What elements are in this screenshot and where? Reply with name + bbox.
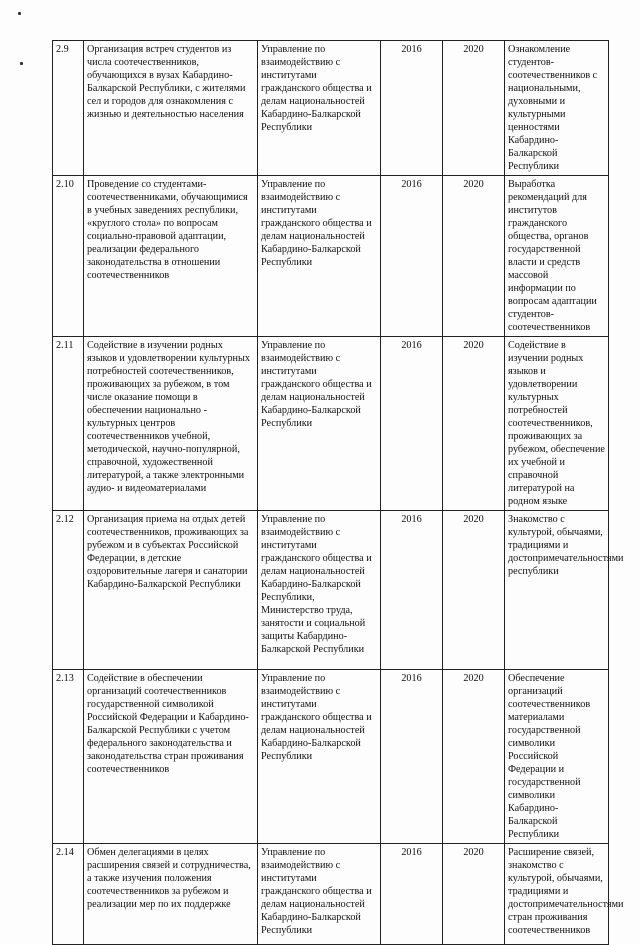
activity-cell: Проведение со студентами-соотечественниками, обучающимися в учебных заведениях республики, «круглого стола» по вопросам социально-правовой адаптации, реализации федерального законодательства в отношении соотечественников (84, 176, 258, 337)
activity-cell: Организация приема на отдых детей соотечественников, проживающих за рубежом и в субъектах Российской Федерации, в детские оздоровительные лагеря и санатории Кабардино-Балкарской Республики (84, 511, 258, 670)
program-table (52, 40, 624, 945)
scan-speck (18, 12, 21, 15)
table-row (53, 176, 609, 337)
start-year-cell: 2016 (381, 844, 443, 945)
activity-cell: Содействие в обеспечении организаций соотечественников государственной символикой Российской Федерации и Кабардино-Балкарской Республики с учетом федерального законодательства и законодательства стран проживания соотечественников (84, 670, 258, 844)
end-year-cell: 2020 (443, 41, 505, 176)
end-year-cell: 2020 (443, 176, 505, 337)
executor-cell: Управление по взаимодействию с институтами гражданского общества и делам национальностей Кабардино-Балкарской Республики (258, 41, 381, 176)
executor-cell: Управление по взаимодействию с институтами гражданского общества и делам национальностей Кабардино-Балкарской Республики (258, 670, 381, 844)
activity-cell: Содействие в изучении родных языков и удовлетворении культурных потребностей соотечественников, проживающих за рубежом, в том числе оказание помощи в обеспечении национально - культурных центров соотечественников учебной, методической, научно-популярной, справочной, художественной литературой, а также электронными аудио- и видеоматериалами (84, 337, 258, 511)
scan-speck (20, 62, 23, 65)
start-year-cell: 2016 (381, 670, 443, 844)
result-cell: Расширение связей, знакомство с культурой, обычаями, традициями и достопримечательностями стран проживания соотечественников (505, 844, 609, 945)
result-cell: Обеспечение организаций соотечественников материалами государственной символики Российской Федерации и государственной символики Кабардино-Балкарской Республики (505, 670, 609, 844)
result-cell: Содействие в изучении родных языков и удовлетворении культурных потребностей соотечественников, проживающих за рубежом, обеспечение их учебной и справочной литературой на родном языке (505, 337, 609, 511)
table-row (53, 511, 609, 670)
executor-cell: Управление по взаимодействию с институтами гражданского общества и делам национальностей Кабардино-Балкарской Республики (258, 176, 381, 337)
result-cell: Ознакомление студентов-соотечественников с национальными, духовными и культурными ценностями Кабардино-Балкарской Республики (505, 41, 609, 176)
row-number: 2.12 (53, 511, 84, 670)
start-year-cell: 2016 (381, 41, 443, 176)
table-row (53, 41, 609, 176)
executor-cell: Управление по взаимодействию с институтами гражданского общества и делам национальностей Кабардино-Балкарской Республики (258, 844, 381, 945)
start-year-cell: 2016 (381, 511, 443, 670)
executor-cell: Управление по взаимодействию с институтами гражданского общества и делам национальностей Кабардино-Балкарской Республики, Министерство труда, занятости и социальной защиты Кабардино-Балкарской Республики (258, 511, 381, 670)
activity-cell: Организация встреч студентов из числа соотечественников, обучающихся в вузах Кабардино-Балкарской Республики, с жителями сел и городов для ознакомления с жизнью и деятельностью населения (84, 41, 258, 176)
row-number: 2.9 (53, 41, 84, 176)
end-year-cell: 2020 (443, 670, 505, 844)
start-year-cell: 2016 (381, 337, 443, 511)
executor-cell: Управление по взаимодействию с институтами гражданского общества и делам национальностей Кабардино-Балкарской Республики (258, 337, 381, 511)
row-number: 2.13 (53, 670, 84, 844)
row-number: 2.10 (53, 176, 84, 337)
row-number: 2.11 (53, 337, 84, 511)
table-row (53, 337, 609, 511)
row-number: 2.14 (53, 844, 84, 945)
table-row (53, 670, 609, 844)
end-year-cell: 2020 (443, 511, 505, 670)
start-year-cell: 2016 (381, 176, 443, 337)
result-cell: Выработка рекомендаций для институтов гражданского общества, органов государственной власти и средств массовой информации по вопросам адаптации студентов-соотечественников (505, 176, 609, 337)
activity-cell: Обмен делегациями в целях расширения связей и сотрудничества, а также изучения положения соотечественников за рубежом и реализации мер по их поддержке (84, 844, 258, 945)
end-year-cell: 2020 (443, 844, 505, 945)
end-year-cell: 2020 (443, 337, 505, 511)
table-row (53, 844, 609, 945)
result-cell: Знакомство с культурой, обычаями, традициями и достопримечательностями республики (505, 511, 609, 670)
